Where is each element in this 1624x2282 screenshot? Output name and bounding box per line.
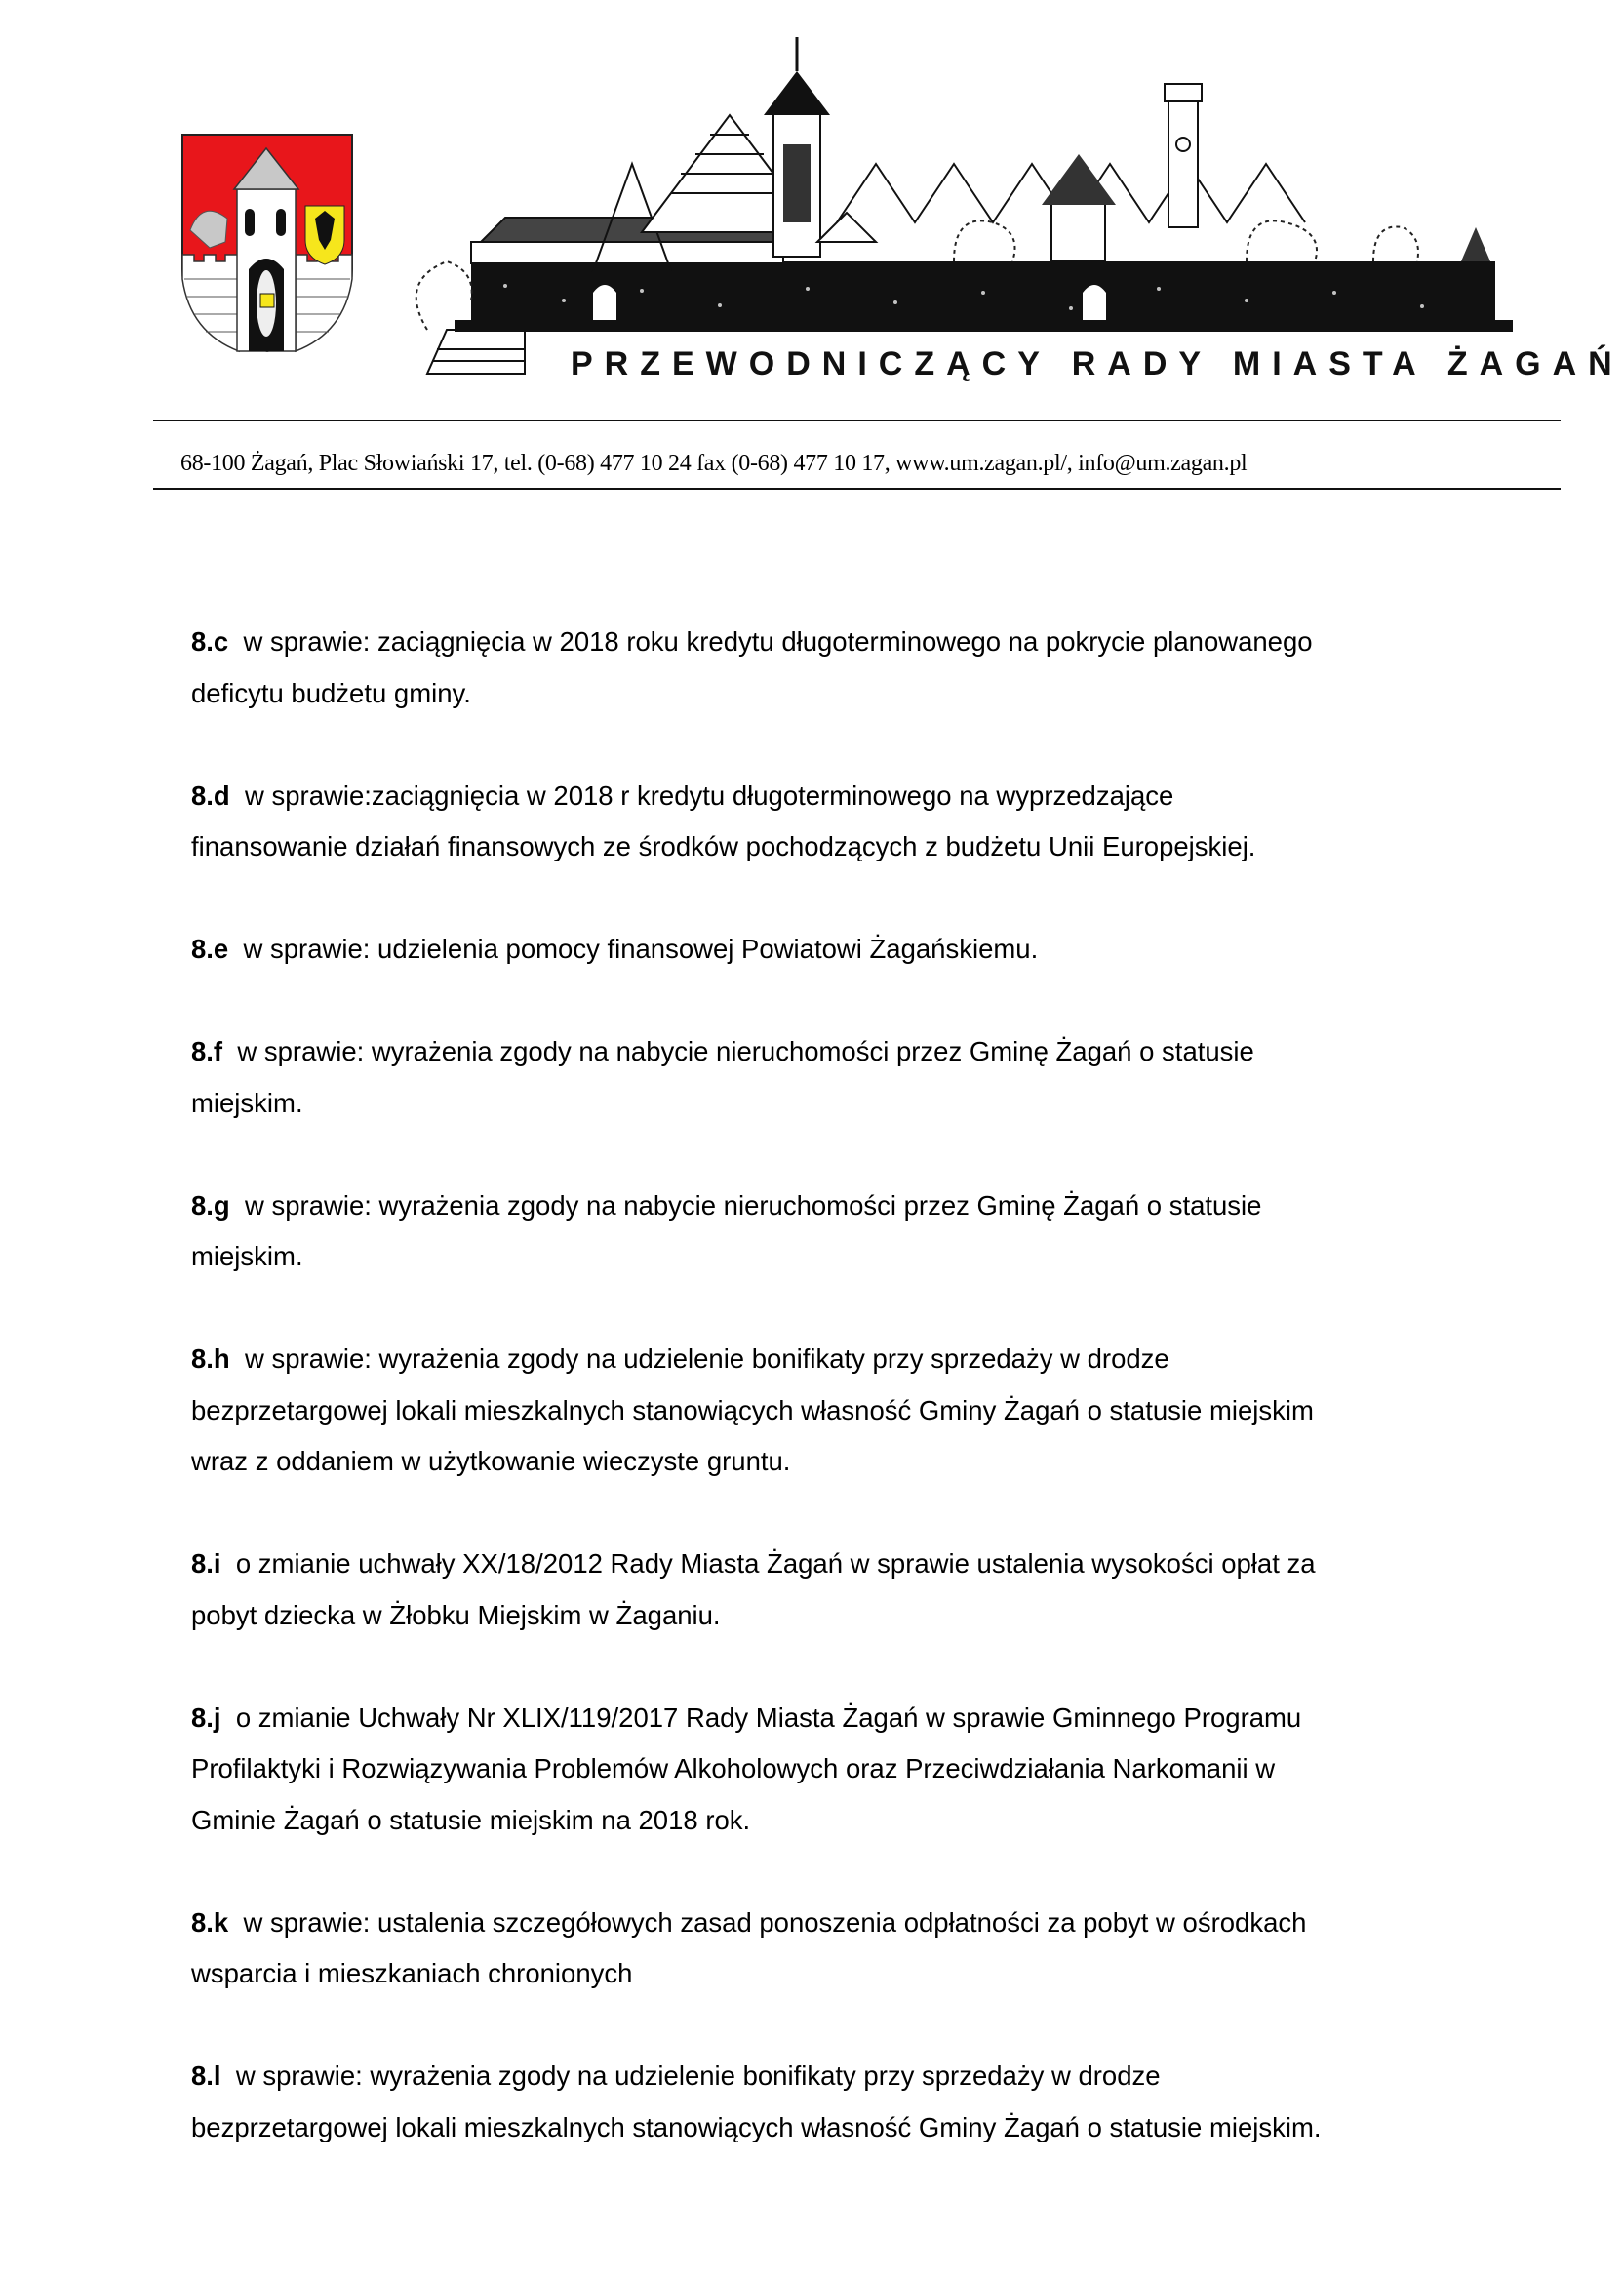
town-skyline-illustration — [388, 37, 1624, 382]
agenda-item-8h — [191, 1334, 1488, 1488]
item-text-line: bezprzetargowej lokali mieszkalnych stanowiących własność Gminy Żagań o statusie miejskim. — [191, 2111, 1322, 2142]
agenda-item-8d — [191, 771, 1488, 873]
item-text-line: wsparcia i mieszkaniach chronionych — [191, 1958, 633, 1988]
item-number: 8.j — [191, 1701, 221, 1733]
item-number: 8.k — [191, 1906, 229, 1938]
item-text-line: miejskim. — [191, 1087, 303, 1118]
item-text-line: bezprzetargowej lokali mieszkalnych stanowiących własność Gminy Żagań o statusie miejskim — [191, 1394, 1314, 1425]
item-text-line: w sprawie: wyrażenia zgody na udzielenie bonifikaty przy sprzedaży w drodze — [245, 1343, 1169, 1374]
item-number: 8.g — [191, 1189, 230, 1221]
item-number: 8.h — [191, 1343, 230, 1374]
agenda-item-8c — [191, 617, 1488, 719]
item-text-line: w sprawie: wyrażenia zgody na nabycie nieruchomości przez Gminę Żagań o statusie — [245, 1189, 1262, 1221]
agenda-item-8k — [191, 1898, 1488, 2000]
item-text-line: miejskim. — [191, 1241, 303, 1271]
agenda-list — [191, 617, 1488, 2205]
agenda-item-8l — [191, 2051, 1488, 2153]
header-divider-top — [153, 420, 1561, 421]
item-number: 8.e — [191, 934, 229, 964]
header-address: 68-100 Żagań, Plac Słowiański 17, tel. (0-68) 477 10 24 fax (0-68) 477 10 17, www.um.zagan.pl/, info@um.zagan.pl — [180, 451, 1248, 476]
item-text-line: Gminie Żagań o statusie miejskim na 2018 rok. — [191, 1804, 751, 1835]
item-text-line: w sprawie: udzielenia pomocy finansowej Powiatowi Żagańskiemu. — [243, 934, 1039, 964]
agenda-item-8f — [191, 1026, 1488, 1129]
item-text-line: o zmianie Uchwały Nr XLIX/119/2017 Rady Miasta Żagań w sprawie Gminnego Programu — [235, 1701, 1302, 1733]
item-text-line: wraz z oddaniem w użytkowanie wieczyste gruntu. — [191, 1446, 791, 1476]
agenda-item-8g — [191, 1181, 1488, 1283]
item-number: 8.c — [191, 626, 229, 657]
header-title-partially-hidden: PRZEWODNICZĄCY RADY MIASTA ŻAGAŃ — [571, 345, 1624, 382]
item-text-line: pobyt dziecka w Żłobku Miejskim w Żaganiu. — [191, 1599, 721, 1630]
item-text-line: deficytu budżetu gminy. — [191, 677, 471, 708]
item-text-line: w sprawie: zaciągnięcia w 2018 roku kredytu długoterminowego na pokrycie planowanego — [243, 626, 1313, 657]
agenda-item-8e — [191, 924, 1488, 976]
item-text-line: Profilaktyki i Rozwiązywania Problemów Alkoholowych oraz Przeciwdziałania Narkomanii w — [191, 1753, 1276, 1783]
item-text-line: w sprawie:zaciągnięcia w 2018 r kredytu długoterminowego na wyprzedzające — [245, 780, 1174, 811]
item-text-line: w sprawie: ustalenia szczegółowych zasad ponoszenia odpłatności za pobyt w ośrodkach — [243, 1906, 1307, 1938]
agenda-item-8j — [191, 1693, 1488, 1847]
item-text-line: w sprawie: wyrażenia zgody na udzielenie bonifikaty przy sprzedaży w drodze — [235, 2061, 1161, 2091]
agenda-item-8i — [191, 1539, 1488, 1641]
header-divider-bottom — [153, 488, 1561, 490]
item-text-line: finansowanie działań finansowych ze środków pochodzących z budżetu Unii Europejskiej. — [191, 831, 1256, 861]
item-number: 8.f — [191, 1036, 223, 1066]
coat-of-arms-icon — [180, 133, 354, 353]
item-number: 8.i — [191, 1548, 221, 1579]
item-text-line: w sprawie: wyrażenia zgody na nabycie nieruchomości przez Gminę Żagań o statusie — [237, 1036, 1254, 1066]
item-number: 8.l — [191, 2061, 221, 2091]
item-text-line: o zmianie uchwały XX/18/2012 Rady Miasta Żagań w sprawie ustalenia wysokości opłat za — [235, 1548, 1316, 1579]
item-number: 8.d — [191, 780, 230, 811]
